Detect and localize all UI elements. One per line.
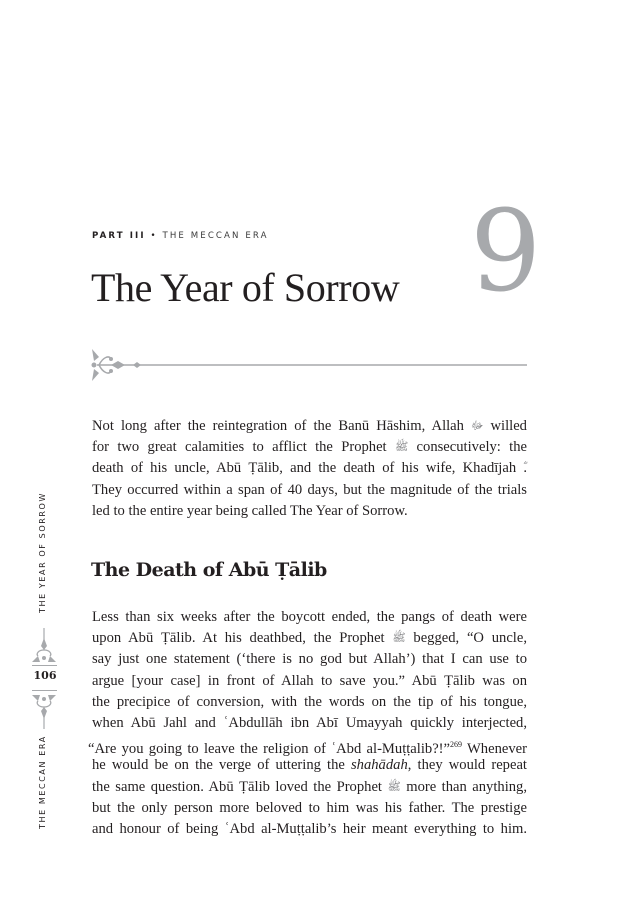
part-label: PART III [92, 231, 146, 241]
text-line: and honour of being ʿAbd al-Muṭṭalib’s heir meant everything to him. [92, 820, 527, 837]
text-line: for two great calamities to afflict the Prophet ﷺ consecutively: the [92, 439, 527, 456]
floral-finial-icon [30, 693, 58, 729]
italic-term: shahādah [350, 757, 408, 774]
text-line: They occurred within a span of 40 days, but the magnitude of the trials [92, 481, 527, 498]
text-line: the precipice of conversion, with the words on the tip of his tongue, [92, 693, 527, 710]
floral-flourish-icon [89, 345, 529, 385]
honorific-glyph: ﷻ [471, 420, 484, 432]
text-line: upon Abū Ṭālib. At his deathbed, the Prophet ﷺ begged, “O uncle, [92, 630, 527, 647]
intro-paragraph [92, 416, 527, 522]
page-number: 106 [33, 669, 57, 682]
text-line: “Are you going to leave the religion of ʿAbd al-Muṭṭalib?!”$^{269}$ Whenever [88, 740, 527, 758]
floral-finial-icon [30, 628, 58, 664]
running-part: THE MECCAN ERA [38, 735, 47, 829]
text-line: Not long after the reintegration of the Banū Hāshim, Allah ﷻ willed [92, 418, 527, 434]
section-paragraph [88, 607, 527, 840]
chapter-title: The Year of Sorrow [91, 265, 400, 310]
chapter-kicker [92, 231, 269, 241]
text-line: led to the entire year being called The Year of Sorrow. [92, 502, 408, 519]
kicker-separator: • [150, 231, 158, 241]
section-heading: The Death of Abū Ṭālib [91, 559, 327, 581]
text-line: he would be on the verge of uttering the shahādah, they would repeat [92, 757, 527, 774]
text-line: when Abū Jahl and ʿAbdullāh ibn Abī Umayyah quickly interjected, [92, 714, 527, 731]
text-line: say just one statement (‘there is no god but Allah’) that I can use to [92, 651, 527, 668]
era-label: THE MECCAN ERA [162, 231, 269, 241]
text-line: death of his uncle, Abū Ṭālib, and the death of his wife, Khadījah . [92, 460, 527, 477]
running-title: THE YEAR OF SORROW [38, 492, 47, 613]
margin-divider [32, 690, 57, 691]
honorific-glyph: ﷺ [394, 441, 409, 454]
text-line: the same question. Abū Ṭālib loved the Prophet ﷺ more than anything, [92, 778, 527, 795]
chapter-number: 9 [470, 187, 542, 317]
honorific-glyph: ﷺ [392, 632, 406, 645]
text-line: argue [your case] in front of Allah to save you.” Abū Ṭālib was on [92, 672, 527, 689]
honorific-glyph: ﷺ [387, 780, 401, 793]
text-line: Less than six weeks after the boycott ended, the pangs of death were [92, 609, 527, 625]
footnote-reference[interactable]: 269 [450, 740, 463, 750]
text-line: but the only person more beloved to him was his father. The prestige [92, 799, 527, 816]
margin-divider [32, 665, 57, 666]
